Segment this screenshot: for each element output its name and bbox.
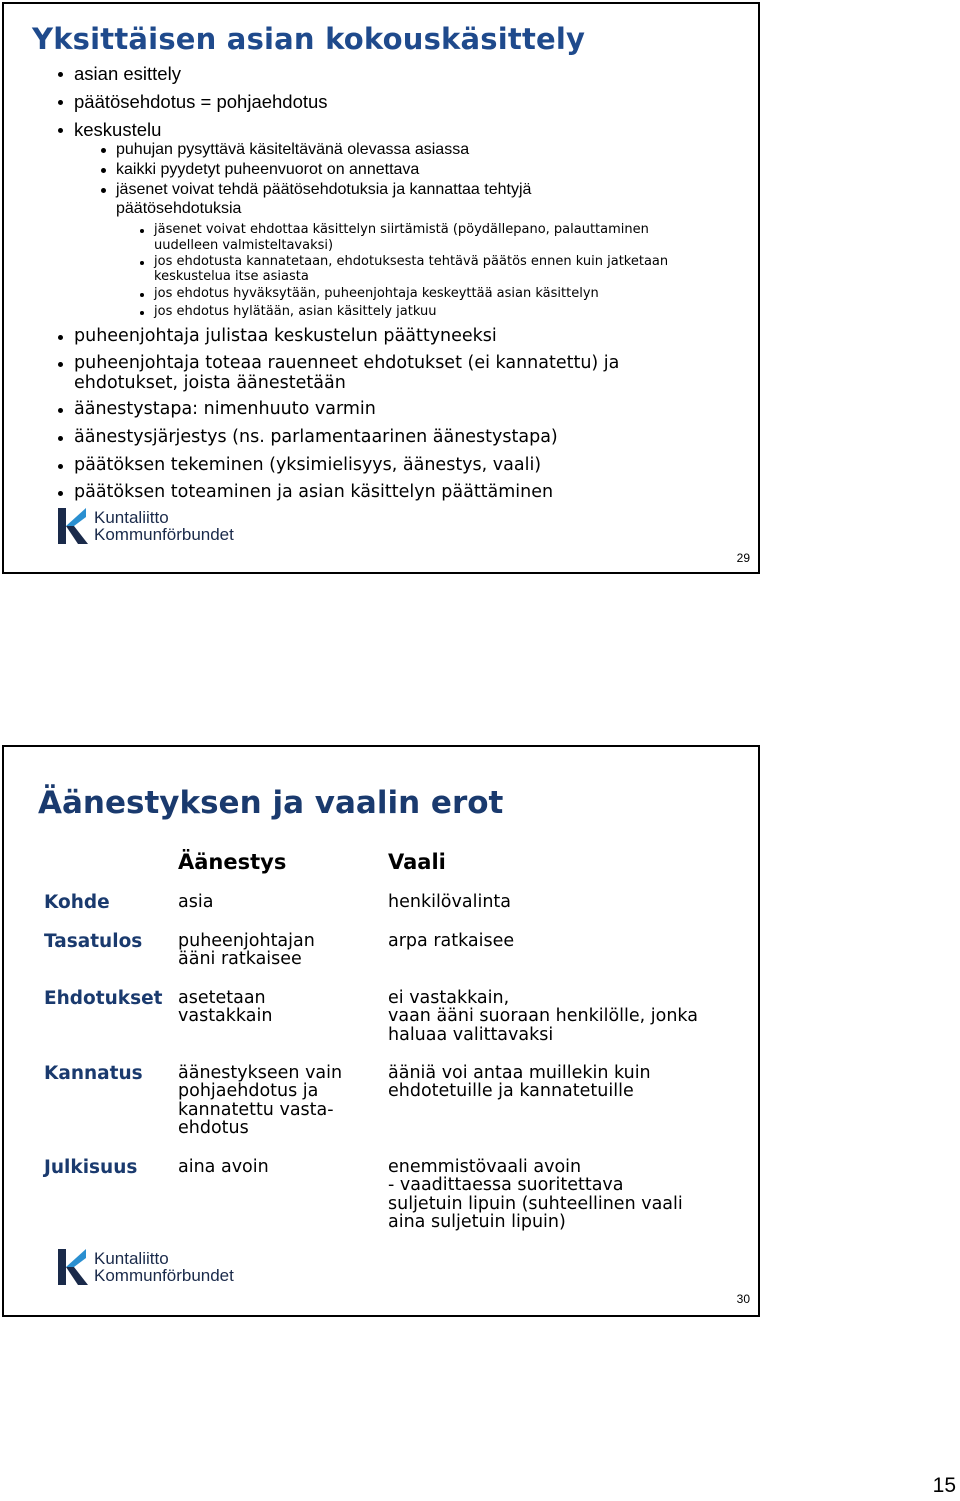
row-label: Kohde	[44, 892, 110, 913]
sub-bullet-item: jäsenet voivat tehdä päätösehdotuksia ja kannattaa tehtyjä	[116, 181, 532, 198]
slide-page-number: 30	[736, 1292, 750, 1306]
bullet-item: äänestysjärjestys (ns. parlamentaarinen äänestystapa)	[74, 427, 558, 447]
kuntaliitto-logo	[56, 1247, 234, 1287]
cell-line: henkilövalinta	[388, 892, 511, 912]
cell-vaali	[388, 989, 698, 1044]
logo-line-1: Kuntaliitto	[94, 1249, 169, 1268]
cell-line: kannatettu vasta-	[178, 1099, 334, 1120]
logo-line-1: Kuntaliitto	[94, 508, 169, 527]
bullet-continuation: ehdotukset, joista äänestetään	[74, 373, 346, 393]
bullet-item: päätösehdotus = pohjaehdotus	[74, 91, 328, 112]
cell-line: pohjaehdotus ja	[178, 1081, 319, 1102]
cell-vaali	[388, 1064, 651, 1101]
bullet-item: päätöksen tekeminen (yksimielisyys, äänestys, vaali)	[74, 455, 542, 475]
bullet-item: keskustelu	[74, 119, 162, 140]
sub-sub-bullet-item: jos ehdotus hylätään, asian käsittely jatkuu	[154, 304, 437, 319]
cell-line: enemmistövaali avoin	[388, 1157, 582, 1177]
slide-title: Äänestyksen ja vaalin erot	[38, 785, 504, 821]
cell-line: äänestykseen vain	[178, 1063, 343, 1083]
cell-line: aina suljetuin lipuin)	[388, 1212, 566, 1233]
row-label: Tasatulos	[44, 931, 143, 952]
cell-line: aina avoin	[178, 1157, 269, 1177]
cell-aanestys	[178, 989, 272, 1026]
sub-sub-bullet-continuation: uudelleen valmisteltavaksi)	[154, 238, 334, 253]
cell-aanestys	[178, 1158, 269, 1176]
slide-30	[2, 745, 760, 1317]
sub-bullet-item: puhujan pysyttävä käsiteltävänä olevassa asiassa	[116, 141, 470, 158]
cell-aanestys	[178, 1064, 342, 1138]
sub-bullet-item: kaikki pyydetyt puheenvuorot on annettava	[116, 161, 420, 178]
logo-line-2: Kommunförbundet	[94, 1266, 234, 1285]
cell-line: suljetuin lipuin (suhteellinen vaali	[388, 1193, 683, 1214]
row-label: Kannatus	[44, 1063, 143, 1084]
column-header-vaali: Vaali	[388, 850, 446, 874]
cell-aanestys	[178, 932, 315, 969]
slide-page-number: 29	[736, 551, 750, 565]
bullet-item: päätöksen toteaminen ja asian käsittelyn päättäminen	[74, 482, 554, 502]
cell-line: asetetaan	[178, 988, 266, 1008]
sub-bullet-continuation: päätösehdotuksia	[116, 200, 242, 217]
cell-line: puheenjohtajan	[178, 931, 315, 951]
sub-sub-bullet-item: jäsenet voivat ehdottaa käsittelyn siirtämistä (pöydällepano, palauttaminen	[154, 222, 649, 237]
kuntaliitto-logo-icon	[56, 506, 90, 546]
cell-vaali	[388, 893, 511, 911]
cell-vaali	[388, 932, 514, 950]
cell-line: ääniä voi antaa muillekin kuin	[388, 1063, 651, 1083]
row-label: Julkisuus	[44, 1157, 138, 1178]
cell-line: vastakkain	[178, 1006, 273, 1027]
bullet-item: äänestystapa: nimenhuuto varmin	[74, 399, 376, 419]
cell-line: vaan ääni suoraan henkilölle, jonka	[388, 1006, 698, 1027]
logo-line-2: Kommunförbundet	[94, 525, 234, 544]
sub-sub-bullet-item: jos ehdotusta kannatetaan, ehdotuksesta tehtävä päätös ennen kuin jatketaan	[154, 254, 669, 269]
row-label: Ehdotukset	[44, 988, 163, 1009]
bullet-item: puheenjohtaja julistaa keskustelun päättyneeksi	[74, 326, 497, 346]
kuntaliitto-logo-icon	[56, 1247, 90, 1287]
bullet-item: puheenjohtaja toteaa rauenneet ehdotukset (ei kannatettu) ja	[74, 353, 620, 373]
cell-line: ei vastakkain,	[388, 988, 510, 1008]
cell-line: ääni ratkaisee	[178, 949, 302, 970]
document-page-number: 15	[932, 1474, 956, 1497]
cell-line: ehdotus	[178, 1118, 249, 1139]
slide-29	[2, 2, 760, 574]
column-header-aanestys: Äänestys	[178, 850, 287, 874]
cell-line: haluaa valittavaksi	[388, 1024, 554, 1045]
slide-title: Yksittäisen asian kokouskäsittely	[32, 22, 586, 56]
cell-line: asia	[178, 892, 214, 912]
bullet-item: asian esittely	[74, 63, 181, 84]
cell-line: arpa ratkaisee	[388, 931, 515, 951]
kuntaliitto-logo	[56, 506, 234, 546]
sub-sub-bullet-continuation: keskustelua itse asiasta	[154, 269, 309, 284]
cell-aanestys	[178, 893, 213, 911]
cell-vaali	[388, 1158, 683, 1232]
sub-sub-bullet-item: jos ehdotus hyväksytään, puheenjohtaja keskeyttää asian käsittelyn	[154, 286, 599, 301]
cell-line: ehdotetuille ja kannatetuille	[388, 1081, 634, 1102]
cell-line: - vaadittaessa suoritettava	[388, 1175, 624, 1196]
